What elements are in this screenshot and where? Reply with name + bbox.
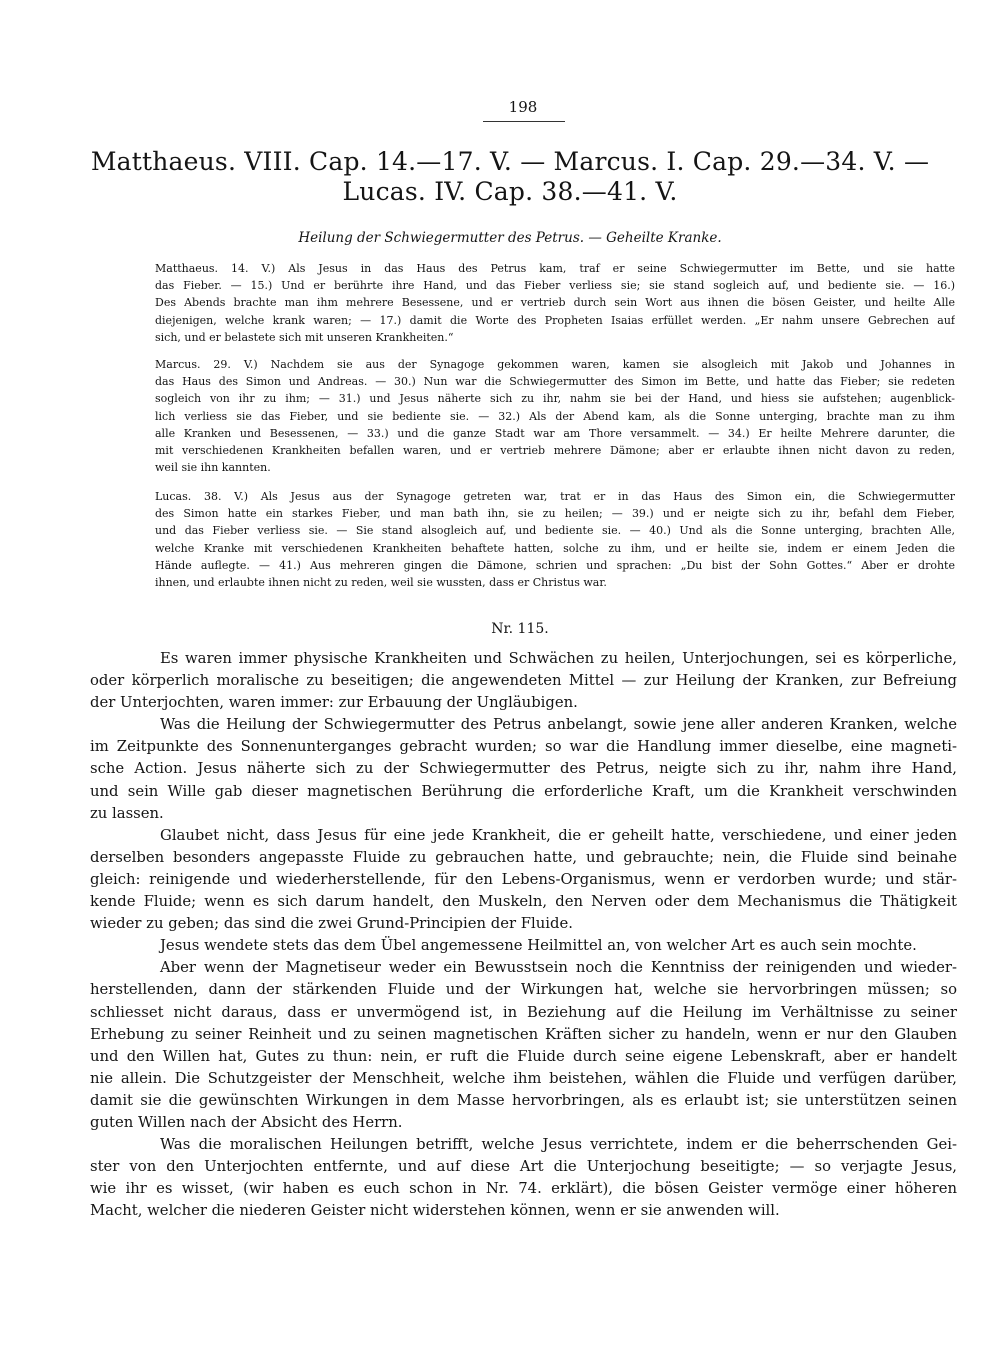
commentary-line: damit sie die gewünschten Wirkungen in dem Masse hervorbringen, als es erlaubt ist; sie unterstützen seinen xyxy=(90,1091,957,1109)
commentary-line: und sein Wille gab dieser magnetischen Berührung die erforderliche Kraft, um die Krankheit verschwinden xyxy=(90,782,957,800)
commentary-line: nie allein. Die Schutzgeister der Menschheit, welche ihm beistehen, wählen die Fluide und verfügen darüber, xyxy=(90,1069,957,1087)
commentary-line: schliesset nicht daraus, dass er unvermögend ist, in Beziehung auf die Heilung im Verhältnisse zu seiner xyxy=(90,1003,957,1021)
scripture-line: weil sie ihn kannten. xyxy=(155,461,271,475)
commentary-line: Macht, welcher die niederen Geister nicht widerstehen können, wenn er sie anwenden will. xyxy=(90,1202,780,1220)
commentary-line: kende Fluide; wenn es sich darum handelt, den Muskeln, den Nerven oder dem Mechanismus die Thätigkeit xyxy=(90,893,957,911)
commentary-line: im Zeitpunkte des Sonnenunterganges gebracht wurden; so war die Handlung immer dieselbe, eine magneti- xyxy=(90,738,957,756)
scripture-marcus xyxy=(155,356,955,476)
scripture-line: und das Fieber verliess sie. — Sie stand alsogleich auf, und bediente sie. — 40.) Und als die Sonne unterging, brachten Alle, xyxy=(155,524,955,538)
scripture-line: lich verliess sie das Fieber, und sie bediente sie. — 32.) Als der Abend kam, als die Sonne unterging, brachte man zu ihm xyxy=(155,409,955,423)
commentary-line: sche Action. Jesus näherte sich zu der Schwiegermutter des Petrus, neigte sich zu ihr, nahm ihre Hand, xyxy=(90,760,957,778)
commentary-line: Glaubet nicht, dass Jesus für eine jede Krankheit, die er geheilt hatte, verschiedene, und einer jeden xyxy=(160,826,957,844)
scripture-line: Matthaeus. 14. V.) Als Jesus in das Haus des Petrus kam, traf er seine Schwiegermutter im Bette, und sie hatte xyxy=(155,262,955,275)
commentary-line: derselben besonders angepasste Fluide zu gebrauchen hatte, und gebrauchte; nein, die Fluide sind beinahe xyxy=(90,848,957,866)
commentary-line: der Unterjochten, waren immer: zur Erbauung der Ungläubigen. xyxy=(90,694,578,712)
scripture-line: alle Kranken und Besessenen, — 33.) und die ganze Stadt war am Thore versammelt. — 34.) Er heilte Mehrere darunter, die xyxy=(155,426,955,440)
scripture-lucas xyxy=(155,488,955,591)
commentary-line: Was die moralischen Heilungen betrifft, welche Jesus verrichtete, indem er die beherrschenden Gei- xyxy=(160,1136,957,1154)
commentary-line: Aber wenn der Magnetiseur weder ein Bewusstsein noch die Kenntniss der reinigenden und wieder- xyxy=(160,959,957,977)
section-number: Nr. 115. xyxy=(491,621,549,637)
commentary-line: zu lassen. xyxy=(90,804,164,822)
section-subtitle: Heilung der Schwiegermutter des Petrus. — Geheilte Kranke. xyxy=(298,230,722,246)
scripture-matthaeus xyxy=(155,260,955,346)
chapter-title-line-2: Lucas. IV. Cap. 38.—41. V. xyxy=(342,177,678,206)
scripture-line: diejenigen, welche krank waren; — 17.) damit die Worte des Propheten Isaias erfüllet werden. „Er nahm unsere Gebrechen auf xyxy=(155,313,955,327)
scripture-line: Des Abends brachte man ihm mehrere Besessene, und er vertrieb durch sein Wort aus ihnen die bösen Geister, und heilte Alle xyxy=(155,296,955,310)
commentary-line: herstellenden, dann der stärkenden Fluide und der Wirkungen hat, welche sie hervorbringen müssen; so xyxy=(90,981,957,999)
commentary-line: gleich: reinigende und wiederherstellende, für den Lebens-Organismus, wenn er verdorben wurde; und stär- xyxy=(90,870,957,888)
scripture-line: des Simon hatte ein starkes Fieber, und man bath ihn, sie zu heilen; — 39.) und er neigte sich zu ihr, befahl dem Fieber, xyxy=(155,507,955,521)
commentary-line: Was die Heilung der Schwiegermutter des Petrus anbelangt, sowie jene aller anderen Kranken, welche xyxy=(160,716,957,734)
scripture-line: Lucas. 38. V.) Als Jesus aus der Synagoge getreten war, trat er in das Haus des Simon ein, die Schwiegermutter xyxy=(155,490,955,503)
commentary-line: Jesus wendete stets das dem Übel angemessene Heilmittel an, von welcher Art es auch sein mochte. xyxy=(160,937,917,955)
scripture-line: Hände auflegte. — 41.) Aus mehreren gingen die Dämone, schrien und sprachen: „Du bist der Sohn Gottes.“ Aber er drohte xyxy=(155,558,955,572)
commentary-line: und den Willen hat, Gutes zu thun: nein, er ruft die Fluide durch seine eigene Lebenskraft, aber er handelt xyxy=(90,1047,957,1065)
scripture-line: mit verschiedenen Krankheiten befallen waren, und er vertrieb mehrere Dämone; aber er erlaubte ihnen nicht davon zu reden, xyxy=(155,443,955,457)
scripture-line: sich, und er belastete sich mit unseren Krankheiten.“ xyxy=(155,330,454,344)
scripture-line: das Haus des Simon und Andreas. — 30.) Nun war die Schwiegermutter des Simon im Bette, und hatte das Fieber; sie redeten xyxy=(155,375,955,389)
commentary-line: Erhebung zu seiner Reinheit und zu seinen magnetischen Kräften sicher zu handeln, wenn er nur den Glauben xyxy=(90,1025,957,1043)
scripture-line: das Fieber. — 15.) Und er berührte ihre Hand, und das Fieber verliess sie; sie stand sogleich auf, und bediente sie. — 16.) xyxy=(155,279,955,293)
commentary-body xyxy=(90,648,957,1222)
commentary-line: oder körperlich moralische zu beseitigen; die angewendeten Mittel — zur Heilung der Kranken, zur Befreiung xyxy=(90,672,957,690)
commentary-line: ster von den Unterjochten entfernte, und auf diese Art die Unterjochung beseitigte; — so verjagte Jesus, xyxy=(90,1158,957,1176)
commentary-line: Es waren immer physische Krankheiten und Schwächen zu heilen, Unterjochungen, sei es körperliche, xyxy=(160,650,957,667)
commentary-line: guten Willen nach der Absicht des Herrn. xyxy=(90,1113,403,1131)
scripture-line: sogleich von ihr zu ihm; — 31.) und Jesus näherte sich zu ihr, nahm sie bei der Hand, und hiess sie aufstehen; augenblick- xyxy=(155,392,955,406)
page-number: 198 xyxy=(508,98,538,116)
chapter-title-line-1: Matthaeus. VIII. Cap. 14.—17. V. — Marcus. I. Cap. 29.—34. V. — xyxy=(90,147,930,176)
scripture-line: Marcus. 29. V.) Nachdem sie aus der Synagoge gekommen waren, kamen sie alsogleich mit Jakob und Johannes in xyxy=(155,358,955,371)
commentary-line: wie ihr es wisset, (wir haben es euch schon in Nr. 74. erklärt), die bösen Geister vermöge einer höheren xyxy=(90,1180,957,1198)
commentary-line: wieder zu geben; das sind die zwei Grund-Principien der Fluide. xyxy=(90,915,573,933)
page-number-rule xyxy=(483,121,565,122)
scripture-line: welche Kranke mit verschiedenen Krankheiten behaftete hatten, solche zu ihm, und er heilte sie, indem er einem Jeden die xyxy=(155,541,955,555)
scripture-line: ihnen, und erlaubte ihnen nicht zu reden, weil sie wussten, dass er Christus war. xyxy=(155,575,607,589)
